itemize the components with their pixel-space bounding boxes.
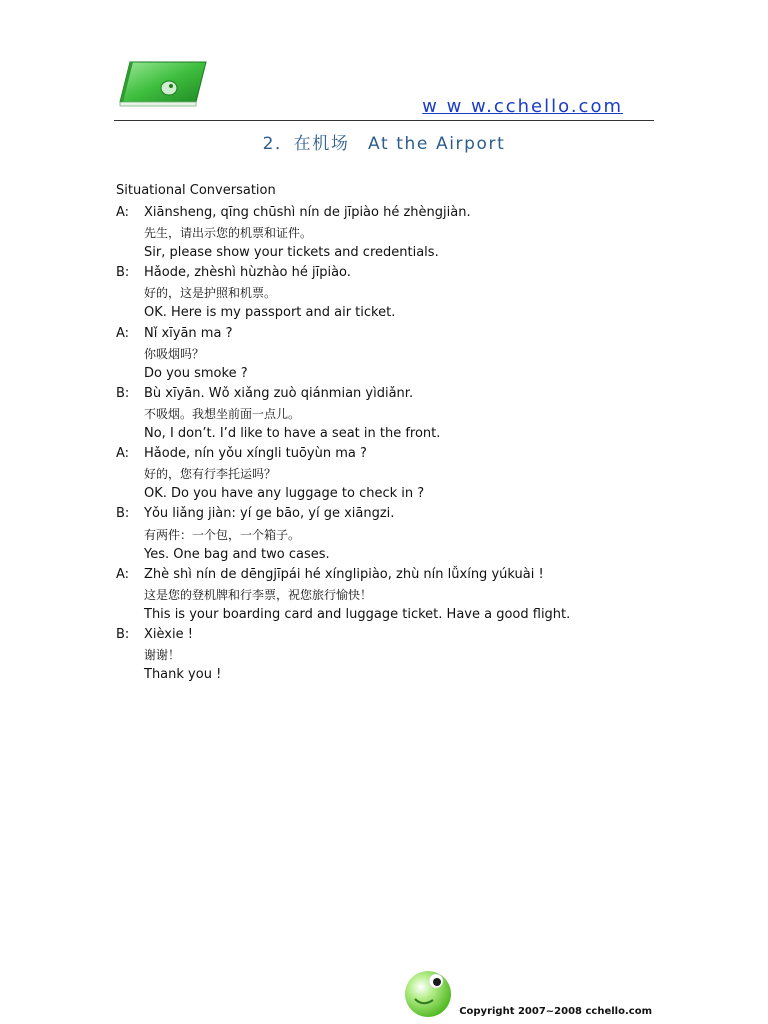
section-heading: Situational Conversation [116,183,276,198]
speaker-label: B: [116,506,130,522]
speaker-label: A: [116,566,130,582]
site-url-link[interactable]: w w w.cchello.com [422,96,623,117]
chinese-text: 你吸烟吗？ [144,346,205,361]
speaker-label: A: [116,325,130,341]
chinese-text: 好的，这是护照和机票。 [144,286,277,301]
line-pinyin [116,504,656,524]
line-pinyin [116,565,656,585]
line-pinyin [116,444,656,464]
line-english [116,424,656,444]
english-text: Thank you ! [144,667,222,683]
chinese-text: 谢谢！ [144,648,181,663]
line-chinese [116,525,656,545]
speaker-label: A: [116,446,130,462]
line-english [116,364,656,384]
english-text: Yes. One bag and two cases. [144,546,330,562]
header-rule [114,120,654,121]
conversation [116,203,656,685]
line-pinyin [116,263,656,283]
pinyin-text: Yǒu liǎng jiàn: yí ge bāo, yí ge xiāngzi. [144,506,395,522]
english-text: Do you smoke ? [144,365,248,381]
english-text: OK. Here is my passport and air ticket. [144,305,396,321]
chinese-text: 有两件：一个包，一个箱子。 [144,527,301,542]
pinyin-text: Xiānsheng, qīng chūshì nín de jīpiào hé zhèngjiàn. [144,205,471,220]
line-pinyin [116,203,656,223]
line-english [116,303,656,323]
pinyin-text: Nǐ xīyān ma ? [144,325,233,341]
line-chinese [116,404,656,424]
cchello-globe-logo [401,965,455,1019]
pinyin-text: Bù xīyān. Wǒ xiǎng zuò qiánmian yìdiǎnr. [144,385,414,401]
line-chinese [116,645,656,665]
line-english [116,665,656,685]
copyright-text: Copyright 2007~2008 cchello.com [459,1006,652,1017]
speaker-label: B: [116,626,130,642]
chinese-text: 不吸烟。我想坐前面一点儿。 [144,406,301,421]
line-pinyin [116,625,656,645]
english-text: No, I don’t. I’d like to have a seat in the front. [144,426,441,442]
line-chinese [116,344,656,364]
english-text: Sir, please show your tickets and credentials. [144,245,439,261]
line-chinese [116,464,656,484]
lesson-title: 2．在机场 At the Airport [262,134,506,154]
speaker-label: A: [116,205,130,220]
pinyin-text: Hǎode, nín yǒu xíngli tuōyùn ma ? [144,446,367,462]
line-chinese [116,223,656,243]
chinese-text: 先生，请出示您的机票和证件。 [144,226,313,241]
line-chinese [116,283,656,303]
line-pinyin [116,384,656,404]
line-english [116,545,656,565]
line-english [116,605,656,625]
speaker-label: B: [116,265,130,281]
chinese-lesson-book-logo [114,58,212,108]
pinyin-text: Zhè shì nín de dēngjīpái hé xínglipiào, zhù nín lǚxíng yúkuài ! [144,566,544,582]
chinese-text: 好的，您有行李托运吗？ [144,467,277,482]
pinyin-text: Hǎode, zhèshì hùzhào hé jīpiào. [144,265,351,281]
speaker-label: B: [116,385,130,401]
line-english [116,484,656,504]
pinyin-text: Xièxie ! [144,626,193,642]
english-text: OK. Do you have any luggage to check in ? [144,486,425,502]
chinese-text: 这是您的登机牌和行李票，祝您旅行愉快！ [144,587,373,602]
line-pinyin [116,324,656,344]
line-english [116,243,656,263]
line-chinese [116,585,656,605]
english-text: This is your boarding card and luggage ticket. Have a good flight. [144,606,571,622]
